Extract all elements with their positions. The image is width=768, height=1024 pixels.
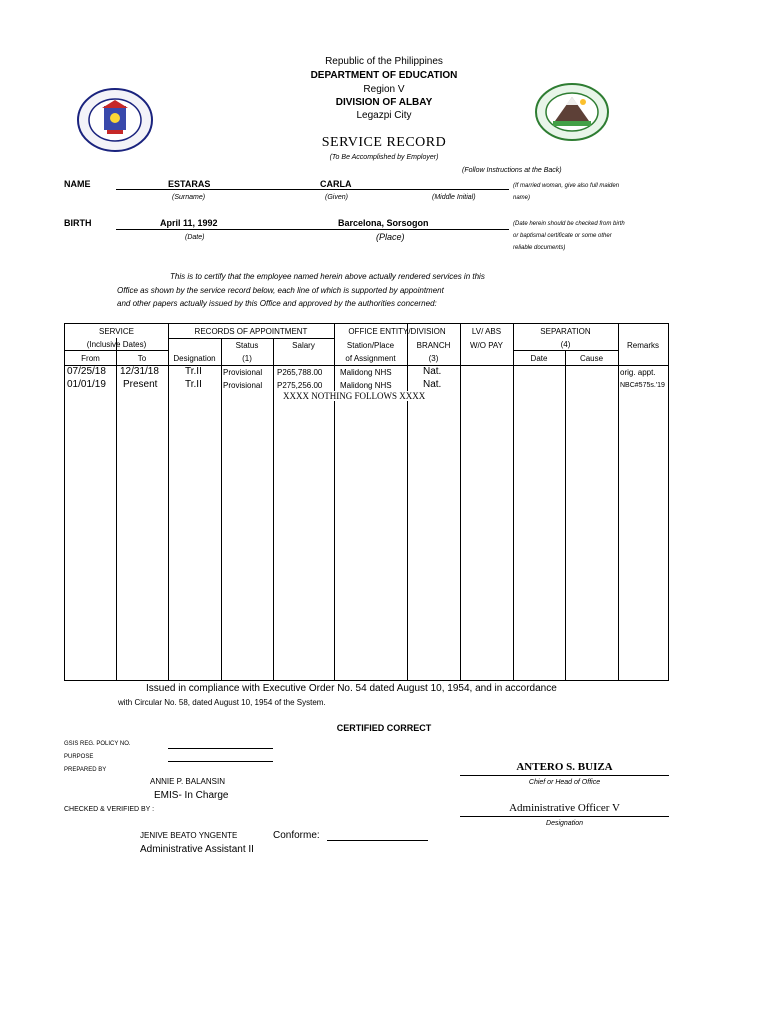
division-text: DIVISION OF ALBAY xyxy=(335,97,433,108)
header-office-entity: OFFICE ENTITY/DIVISION xyxy=(348,327,446,336)
col-divider xyxy=(618,324,619,680)
certified-correct-heading: CERTIFIED CORRECT xyxy=(336,723,432,733)
header-from: From xyxy=(81,354,100,363)
region-text: Region V xyxy=(363,84,405,95)
checked-verified-label: CHECKED & VERIFIED BY : xyxy=(64,806,155,813)
col-divider xyxy=(407,324,408,680)
designation-caption: Designation xyxy=(546,820,583,827)
row-divider xyxy=(65,350,168,351)
birth-note-3: reliable documents) xyxy=(513,245,566,251)
table-cell-from: 01/01/19 xyxy=(67,379,106,390)
given-name-value: CARLA xyxy=(320,179,352,189)
header-branch-num: (3) xyxy=(428,354,439,363)
header-branch: BRANCH xyxy=(416,341,451,350)
col-divider xyxy=(168,324,169,680)
birth-date-caption: (Date) xyxy=(185,234,205,241)
birth-note-1: (Date herein should be checked from birth xyxy=(513,221,625,227)
republic-text: Republic of the Philippines xyxy=(325,56,443,67)
col-divider xyxy=(221,338,222,680)
certification-line-3: and other papers actually issued by this Office and approved by the authorities concerned: xyxy=(117,299,437,308)
table-cell-status: Provisional xyxy=(223,381,263,390)
surname-caption: (Surname) xyxy=(172,194,206,201)
gsis-policy-line xyxy=(168,748,273,749)
header-designation: Designation xyxy=(173,354,216,363)
table-cell-designation: Tr.II xyxy=(185,366,202,377)
header-records-of-appointment: RECORDS OF APPOINTMENT xyxy=(194,327,308,336)
page-subtitle: (To Be Accomplished by Employer) xyxy=(329,154,439,161)
deped-seal-left-icon xyxy=(77,88,153,152)
header-inclusive-dates: (Inclusive Dates) xyxy=(86,340,147,349)
header-remarks: Remarks xyxy=(626,341,659,350)
surname-value: ESTARAS xyxy=(168,179,211,189)
header-service: SERVICE xyxy=(99,327,134,336)
header-of-assignment: of Assignment xyxy=(345,354,396,363)
conforme-label: Conforme: xyxy=(273,830,320,841)
header-separation: SEPARATION xyxy=(540,327,591,336)
city-text: Legazpi City xyxy=(356,110,412,121)
head-of-office-name: ANTERO S. BUIZA xyxy=(516,761,613,773)
header-to: To xyxy=(137,354,147,363)
name-underline xyxy=(116,189,509,190)
given-caption: (Given) xyxy=(325,194,348,201)
table-cell-station: Malidong NHS xyxy=(340,368,392,377)
preparer-title: EMIS- In Charge xyxy=(154,790,229,801)
prepared-by-label: PREPARED BY xyxy=(64,767,107,773)
head-of-office-caption: Chief or Head of Office xyxy=(528,779,601,786)
birth-label: BIRTH xyxy=(64,218,92,228)
table-cell-station: Malidong NHS xyxy=(340,381,392,390)
header-status: Status xyxy=(235,341,259,350)
preparer-name: ANNIE P. BALANSIN xyxy=(150,777,225,786)
col-divider xyxy=(565,350,566,680)
conforme-line xyxy=(327,840,428,841)
header-wo-pay: W/O PAY xyxy=(469,341,504,350)
gsis-policy-label: GSIS REG. POLICY NO. xyxy=(64,741,131,747)
name-label: NAME xyxy=(64,179,91,189)
table-cell-remarks: orig. appt. xyxy=(620,368,656,377)
division-albay-seal-right-icon xyxy=(535,83,609,141)
department-text: DEPARTMENT OF EDUCATION xyxy=(310,70,458,81)
purpose-label: PURPOSE xyxy=(64,754,94,760)
head-of-office-line xyxy=(460,775,669,776)
designation-value: Administrative Officer V xyxy=(509,802,620,814)
header-sep-date: Date xyxy=(530,354,548,363)
purpose-line xyxy=(168,761,273,762)
table-cell-branch: Nat. xyxy=(423,366,442,377)
instructions-note: (Follow Instructions at the Back) xyxy=(462,167,562,174)
table-cell-designation: Tr.II xyxy=(185,379,202,390)
issued-compliance-line-2: with Circular No. 58, dated August 10, 1954 of the System. xyxy=(118,698,326,707)
nothing-follows-marker: XXXX NOTHING FOLLOWS XXXX xyxy=(283,391,426,401)
col-divider xyxy=(273,338,274,680)
row-divider xyxy=(513,350,618,351)
issued-compliance-line-1: Issued in compliance with Executive Order No. 54 dated August 10, 1954, and in accordance xyxy=(146,683,557,694)
birth-date-value: April 11, 1992 xyxy=(160,218,218,228)
service-record-table xyxy=(64,323,669,681)
birth-place-caption: (Place) xyxy=(376,232,405,242)
row-divider xyxy=(168,338,334,339)
col-divider xyxy=(460,324,461,680)
col-divider xyxy=(513,324,514,680)
col-divider xyxy=(116,338,117,680)
designation-line xyxy=(460,816,669,817)
middle-initial-caption: (Middle Initial) xyxy=(432,194,476,201)
table-cell-status: Provisional xyxy=(223,368,263,377)
header-status-num: (1) xyxy=(242,354,252,363)
certification-line-2: Office as shown by the service record below, each line of which is supported by appointment xyxy=(117,286,444,295)
table-cell-salary: P265,788.00 xyxy=(277,368,323,377)
table-cell-salary: P275,256.00 xyxy=(277,381,323,390)
page-title: SERVICE RECORD xyxy=(321,135,447,150)
header-salary: Salary xyxy=(292,341,315,350)
table-cell-remarks: NBC#575s.'19 xyxy=(620,382,665,389)
certification-line-1: This is to certify that the employee named herein above actually rendered services in this xyxy=(170,272,485,281)
table-cell-branch: Nat. xyxy=(423,379,442,390)
table-cell-from: 07/25/18 xyxy=(67,366,106,377)
birth-note-2: or baptismal certificate or some other xyxy=(513,233,612,239)
col-divider xyxy=(334,324,335,680)
maiden-name-note-2: name) xyxy=(513,195,531,201)
checker-title: Administrative Assistant II xyxy=(140,844,254,855)
birth-underline xyxy=(116,229,509,230)
table-cell-to: Present xyxy=(123,379,158,390)
birth-place-value: Barcelona, Sorsogon xyxy=(338,218,429,228)
header-lv-abs: LV/ ABS xyxy=(471,327,502,336)
header-station-place: Station/Place xyxy=(346,341,395,350)
checker-name: JENIVE BEATO YNGENTE xyxy=(140,831,238,840)
maiden-name-note-1: (If married woman, give also full maiden xyxy=(513,183,620,189)
header-separation-num: (4) xyxy=(560,340,571,349)
header-sep-cause: Cause xyxy=(579,354,604,363)
table-cell-to: 12/31/18 xyxy=(120,366,159,377)
